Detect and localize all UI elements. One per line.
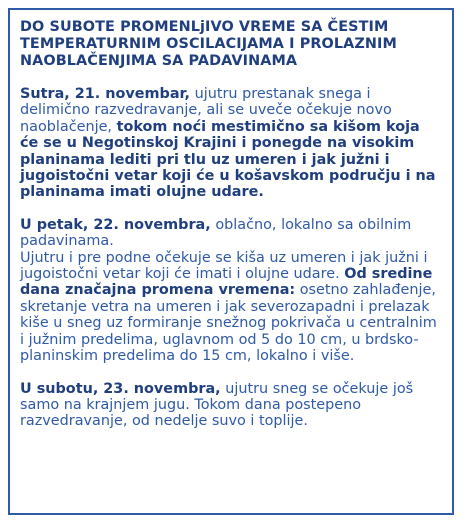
paragraph-text: oblačno, lokalno sa obilnim padavinama. (20, 216, 412, 250)
spacer (20, 70, 442, 86)
date-lead-22-november: U petak, 22. novembra, (20, 216, 211, 233)
forecast-paragraph-friday-22 (20, 217, 442, 365)
date-lead-21-november: Sutra, 21. novembar, (20, 86, 191, 102)
paragraph-emphasis: Od sredine dana značajna promena vremena: (20, 266, 433, 299)
paragraph-text: ujutru prestanak snega i delimično razvedravanje, ali se uveče očekuje novo naoblačenje, (20, 86, 392, 135)
forecast-paragraph-saturday-21 (20, 86, 442, 201)
spacer (20, 365, 442, 381)
paragraph-emphasis: tokom noći mestimično sa kišom koja će se u Negotinskoj Krajini i ponegde na visokim planinama lediti pri tlu uz umeren i jak južni i jugoistočni vetar koji će u košavskom području i na planinama imati olujne udare. (20, 118, 436, 201)
paragraph-text: osetno zahlađenje, skretanje vetra na umeren i jak severozapadni i prelazak kiše u sneg uz formiranje snežnog pokrivača u centralnim i južnim predelima, uglavnom od 5 do 10 cm, u brdsko-planinskim predelima do 15 cm, lokalno i više. (20, 282, 437, 365)
forecast-headline: DO SUBOTE PROMENLjIVO VREME SA ČESTIM TEMPERATURNIM OSCILACIJAMA I PROLAZNIM NAOBLAČENJIMA SA PADAVINAMA (20, 19, 397, 69)
forecast-box (8, 8, 454, 515)
paragraph-text: ujutru sneg se očekuje još samo na krajnjem jugu. Tokom dana postepeno razvedravanje, od nedelje suvo i toplije. (20, 380, 414, 430)
spacer (20, 201, 442, 217)
forecast-paragraph-saturday-23 (20, 381, 442, 430)
paragraph-text: Ujutru i pre podne očekuje se kiša uz umeren i jak južni i jugoistočni vetar koji će imati i olujne udare. (20, 249, 428, 283)
date-lead-23-november: U subotu, 23. novembra, (20, 380, 221, 397)
